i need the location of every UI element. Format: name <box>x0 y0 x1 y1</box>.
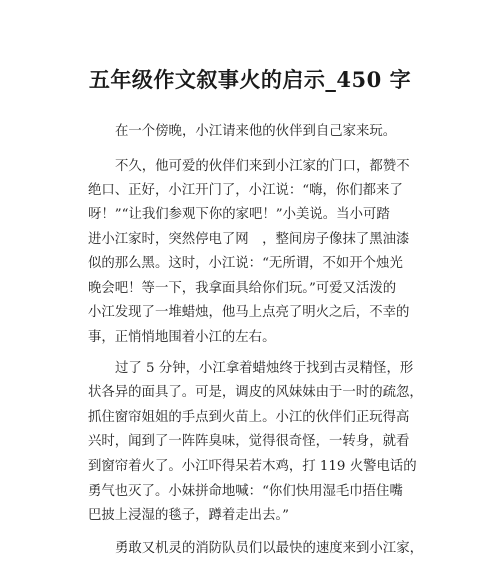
paragraph-line: 呀！”“让我们参观下你的家吧！”小美说。当小可踏 <box>88 207 390 222</box>
paragraph-line: 晚会吧！等一下，我拿面具给你们玩。”可爱又活泼的 <box>88 281 397 296</box>
paragraph-line: 到窗帘着火了。小江吓得呆若木鸡，打 119 火警电话的 <box>88 459 417 474</box>
paragraph-line: 不久，他可爱的伙伴们来到小江家的门口，都赞不 <box>115 159 410 174</box>
paragraph-line: 过了 5 分钟，小江拿着蜡烛终于找到古灵精怪，形 <box>115 361 414 376</box>
paragraph-line: 绝口、正好，小江开门了，小江说：“嗨，你们都来了 <box>88 183 403 198</box>
paragraph-line: 勇气也灭了。小妹拼命地喊：“你们快用湿毛巾捂住嘴 <box>88 484 403 499</box>
paragraph-line: 进小江家时，突然停电了网 ，整间房子像抹了黑油漆 <box>88 232 410 247</box>
paragraph-line: 在一个傍晚，小江请来他的伙伴到自己家来玩。 <box>115 124 397 139</box>
paragraph-line: 抓住窗帘姐姐的手点到火苗上。小江的伙伴们正玩得高 <box>88 410 410 425</box>
document-title: 五年级作文叙事火的启示_450 字 <box>88 67 412 92</box>
paragraph-line: 兴时，闻到了一阵阵臭味，觉得很奇怪，一转身，就看 <box>88 434 410 449</box>
paragraph-line: 似的那么黑。这时，小江说：“无所谓，不如开个烛光 <box>88 256 403 271</box>
paragraph-line: 小江发现了一堆蜡烛，他马上点亮了明火之后，不幸的 <box>88 305 410 320</box>
paragraph-line: 巴披上浸湿的毯子，蹲着走出去。” <box>88 508 290 523</box>
paragraph-line: 状各异的面具了。可是，调皮的风妹妹由于一时的疏忽， <box>88 385 423 400</box>
paragraph-line: 勇敢又机灵的消防队员们以最快的速度来到小江家， <box>115 541 423 556</box>
paragraph-line: 事，正悄悄地围着小江的左右。 <box>88 330 276 345</box>
